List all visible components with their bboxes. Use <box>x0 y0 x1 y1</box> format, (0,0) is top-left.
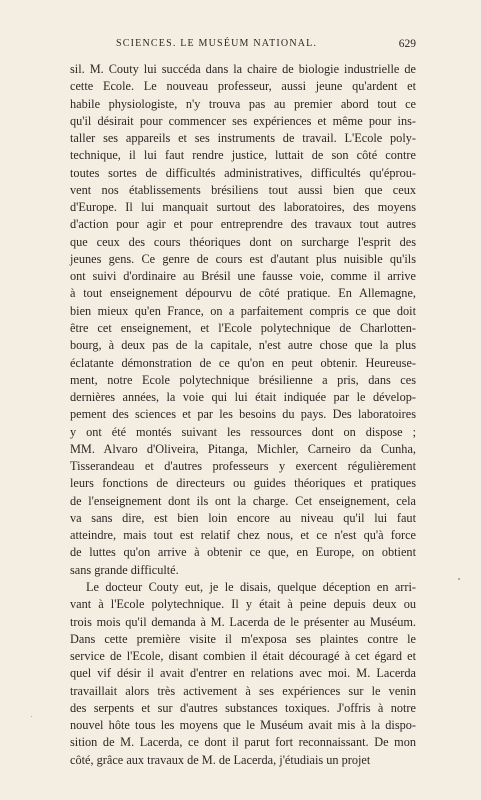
running-title: SCIENCES. LE MUSÉUM NATIONAL. <box>116 38 318 49</box>
text-line: vant à l'Ecole polytechnique. Il y était à peine depuis deux ou <box>70 597 416 612</box>
body-text <box>70 61 416 769</box>
text-line: jeunes gens. Ce genre de cours est d'autant plus nuisible qu'ils <box>70 251 416 266</box>
text-line: atteindre, mais tout est relatif chez nous, et ce n'est qu'à force <box>70 528 416 543</box>
text-line: de luttes qu'on arrive à obtenir ce que, en Europe, on obtient <box>70 545 416 560</box>
text-line: pement des sciences et par les besoins du pays. Des laboratoires <box>70 407 416 422</box>
text-line: éclatante démonstration de ce qu'on en peut obtenir. Heureuse- <box>70 355 416 370</box>
text-line: sans grande difficulté. <box>70 562 179 577</box>
text-line: leurs fonctions de directeurs ou guides théoriques et pratiques <box>70 476 416 491</box>
text-line: technique, il lui faut rendre justice, luttait de son côté contre <box>70 148 416 163</box>
text-line: ont suivi d'ordinaire au Brésil une fausse voie, comme il arrive <box>70 269 416 284</box>
text-line: bourg, à deux pas de la capitale, n'est autre chose que la plus <box>70 338 416 353</box>
text-line: ment, notre Ecole polytechnique brésilienne a pris, dans ces <box>70 372 416 387</box>
text-line: à tout enseignement dépourvu de côté pratique. En Allemagne, <box>70 286 416 301</box>
paragraph <box>70 61 416 579</box>
text-line: bien mieux qu'en France, on a parfaitement compris ce que doit <box>70 303 416 318</box>
text-line: va sans dire, est bien loin encore au niveau qu'il lui faut <box>70 510 416 525</box>
text-line: service de l'Ecole, disant combien il était découragé à cet égard et <box>70 649 416 664</box>
paper-speck <box>458 578 460 580</box>
text-line: quel vif désir il avait d'entrer en relations avec moi. M. Lacerda <box>70 666 416 681</box>
text-line: qu'il désirait pour commencer ses expériences et même pour ins- <box>70 113 416 128</box>
text-line: Le docteur Couty eut, je le disais, quelque déception en arri- <box>86 579 416 594</box>
page-number: 629 <box>398 38 416 50</box>
text-line: que ceux des cours théoriques dont on surcharge l'esprit des <box>70 234 416 249</box>
text-line: taller ses appareils et ses instruments de travail. L'Ecole poly- <box>70 131 416 146</box>
text-line: être cet enseignement, et l'Ecole polytechnique de Charlotten- <box>70 320 416 335</box>
text-line: dernières années, la voie qui lui était indiquée par le dévelop- <box>70 390 416 405</box>
text-line: d'Europe. Il lui manquait surtout des laboratoires, des moyens <box>70 200 416 215</box>
text-line: MM. Alvaro d'Oliveira, Pitanga, Michler, Carneiro da Cunha, <box>70 441 416 456</box>
paragraph <box>70 579 416 769</box>
text-line: des serpents et sur d'autres substances toxiques. J'offris à notre <box>70 700 416 715</box>
text-line: de l'enseignement dont ils ont la charge. Cet enseignement, cela <box>70 493 416 508</box>
paper-speck <box>31 716 32 717</box>
text-line: y ont été montés suivant les ressources dont on dispose ; <box>70 424 416 439</box>
text-line: nouvel hôte tous les moyens que le Muséum avait mis à la dispo- <box>70 718 416 733</box>
text-line: toutes sortes de difficultés administratives, difficultés qu'éprou- <box>70 165 416 180</box>
text-line: trois mois qu'il demanda à M. Lacerda de le présenter au Muséum. <box>70 614 416 629</box>
page-header <box>70 36 416 52</box>
text-line: d'action pour agir et pour entreprendre des travaux tout autres <box>70 217 416 232</box>
text-line: travaillait alors très activement à ses expériences sur le venin <box>70 683 416 698</box>
text-line: côté, grâce aux travaux de M. de Lacerda, j'étudiais un projet <box>70 752 371 767</box>
text-line: Dans cette première visite il m'exposa ses plaintes contre le <box>70 631 416 646</box>
text-line: sition de M. Lacerda, ce dont il parut fort reconnaissant. De mon <box>70 735 416 750</box>
text-line: cette Ecole. Le nouveau professeur, aussi jeune qu'ardent et <box>70 79 416 94</box>
text-line: habile physiologiste, n'y trouva pas au premier abord tout ce <box>70 96 416 111</box>
text-line: Tisserandeau et d'autres professeurs y exercent régulièrement <box>70 459 416 474</box>
text-line: vent nos établissements brésiliens tout aussi bien que ceux <box>70 182 416 197</box>
text-line: sil. M. Couty lui succéda dans la chaire de biologie industrielle de <box>70 62 416 76</box>
